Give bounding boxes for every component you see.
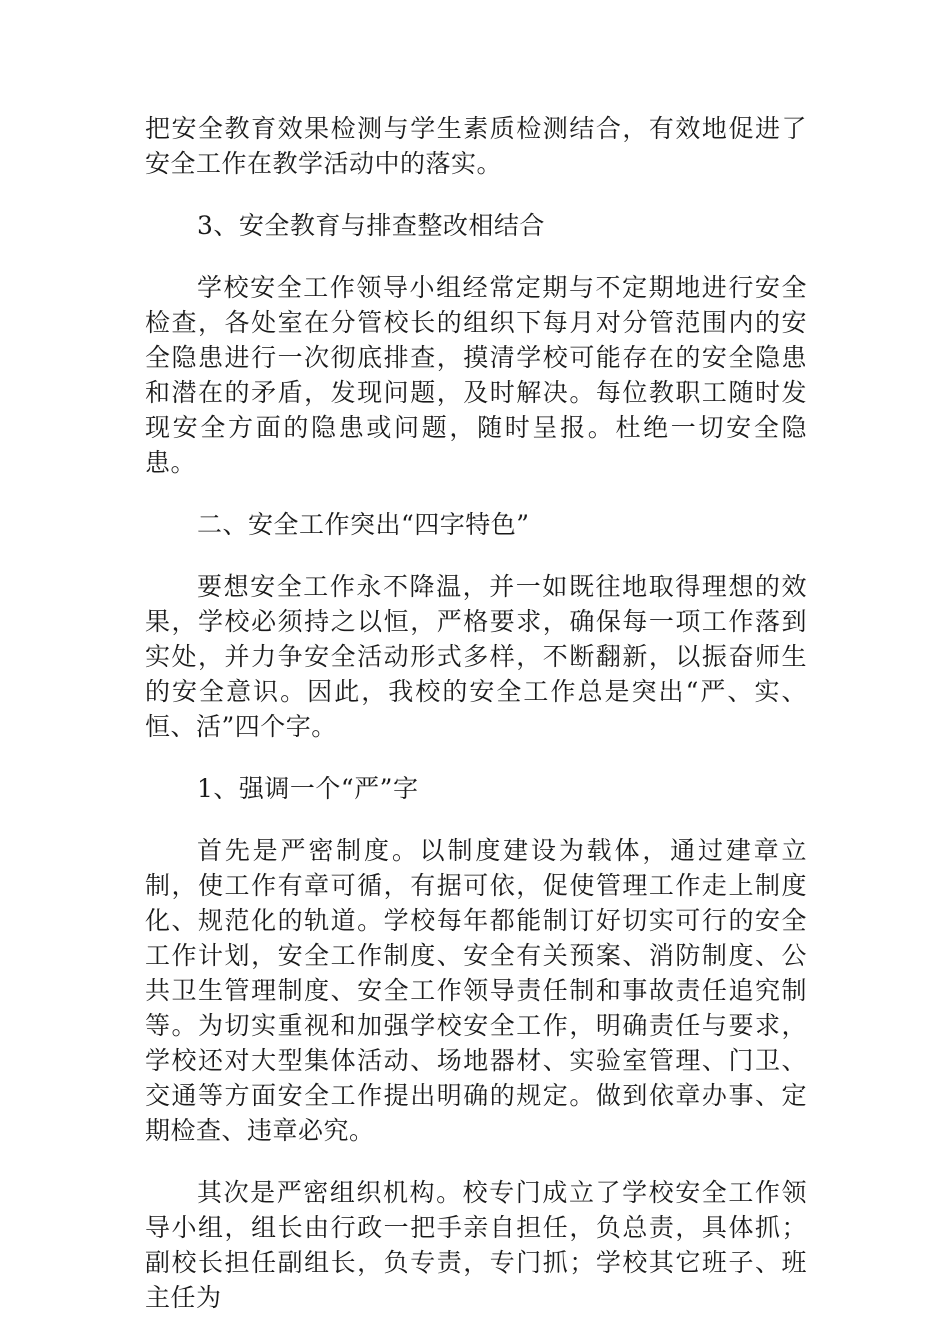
document-body	[145, 111, 807, 1315]
paragraph-four-characters: 要想安全工作永不降温，并一如既往地取得理想的效果，学校必须持之以恒，严格要求，确保每一项工作落到实处，并力争安全活动形式多样，不断翻新，以振奋师生的安全意识。因此，我校的安全工作总是突出“严、实、恒、活”四个字。	[145, 572, 807, 741]
section-heading-3: 3、安全教育与排查整改相结合	[197, 211, 545, 240]
section-heading-two: 二、安全工作突出“四字特色”	[197, 510, 530, 539]
paragraph-strict-system: 首先是严密制度。以制度建设为载体，通过建章立制，使工作有章可循，有据可依，促使管理工作走上制度化、规范化的轨道。学校每年都能制订好切实可行的安全工作计划，安全工作制度、安全有关预案、消防制度、公共卫生管理制度、安全工作领导责任制和事故责任追究制等。为切实重视和加强学校安全工作，明确责任与要求，学校还对大型集体活动、场地器材、实验室管理、门卫、交通等方面安全工作提出明确的规定。做到依章办事、定期检查、违章必究。	[145, 836, 807, 1145]
paragraph-continuation: 把安全教育效果检测与学生素质检测结合，有效地促进了安全工作在教学活动中的落实。	[145, 114, 807, 178]
section-heading-1: 1、强调一个“严”字	[197, 774, 419, 803]
paragraph-safety-inspection: 学校安全工作领导小组经常定期与不定期地进行安全检查，各处室在分管校长的组织下每月对分管范围内的安全隐患进行一次彻底排查，摸清学校可能存在的安全隐患和潜在的矛盾，发现问题，及时解决。每位教职工随时发现安全方面的隐患或问题，随时呈报。杜绝一切安全隐患。	[145, 273, 807, 477]
paragraph-strict-organization: 其次是严密组织机构。校专门成立了学校安全工作领导小组，组长由行政一把手亲自担任，负总责，具体抓；副校长担任副组长，负专责，专门抓；学校其它班子、班主任为	[145, 1178, 807, 1312]
